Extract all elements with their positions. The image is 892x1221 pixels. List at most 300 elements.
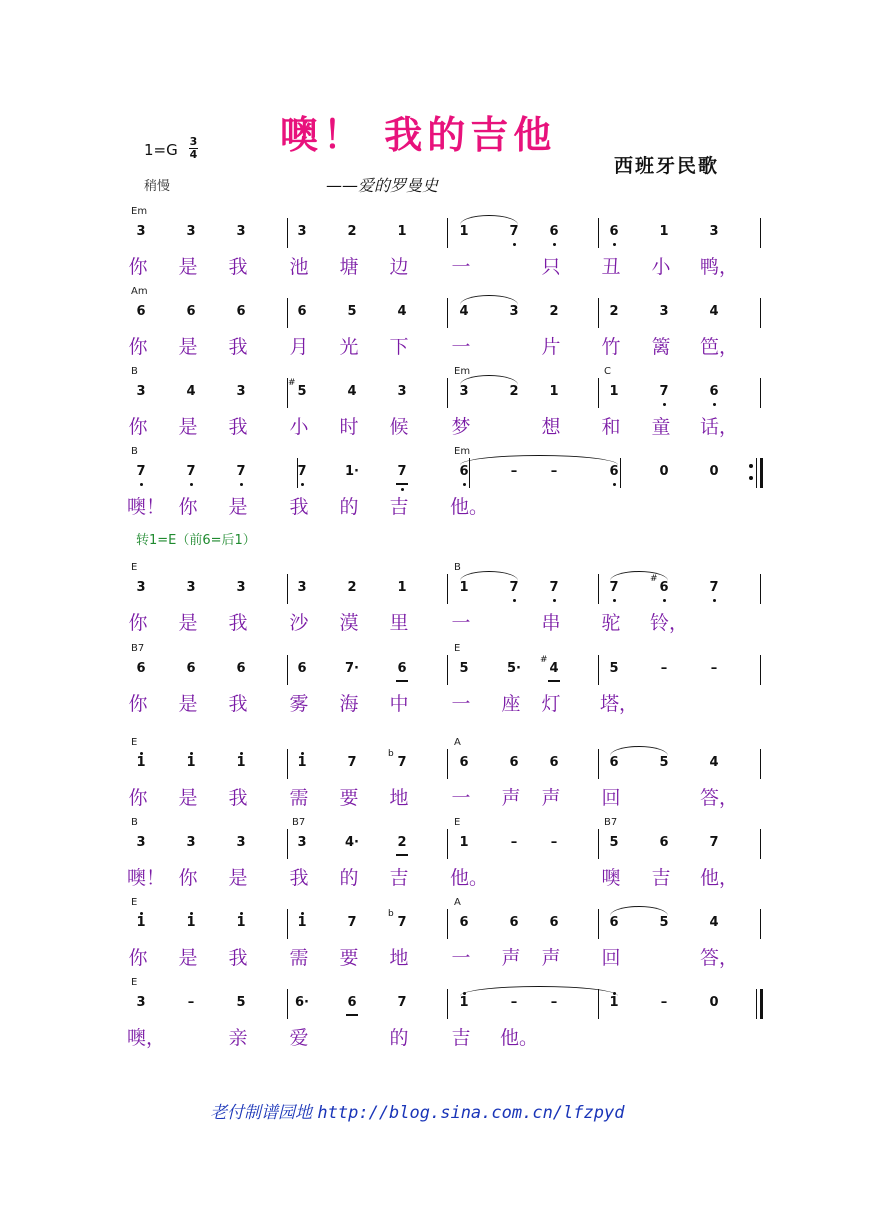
footer-author: 老付制谱园地 bbox=[210, 1103, 312, 1123]
note-digit: 6 bbox=[136, 304, 146, 319]
note-digit: 4 bbox=[549, 661, 559, 676]
note-digit: 6 bbox=[709, 384, 719, 399]
lyric-syllable: 地 bbox=[389, 947, 409, 969]
chord-symbol: B7 bbox=[292, 817, 306, 828]
note-digit: 6 bbox=[509, 755, 519, 770]
note-digit: 7 bbox=[397, 915, 407, 930]
meter-bottom: 4 bbox=[189, 148, 198, 161]
note bbox=[288, 378, 314, 399]
note-digit: 2 bbox=[609, 304, 619, 319]
note-digit: 1 bbox=[297, 915, 307, 930]
note bbox=[390, 995, 414, 1010]
bar-line bbox=[287, 574, 288, 604]
lyric-syllable: 回 bbox=[601, 947, 621, 969]
modulation-note: 转1=E（前6=后1） bbox=[136, 533, 256, 548]
bar-line bbox=[447, 378, 448, 408]
note bbox=[340, 580, 364, 595]
note-digit: 6 bbox=[609, 915, 619, 930]
lyric-syllable: 我 bbox=[228, 336, 248, 358]
end-bar-line bbox=[756, 989, 757, 1019]
note bbox=[702, 580, 726, 595]
note-digit: 3 bbox=[136, 384, 146, 399]
lyric-syllable: 我 bbox=[289, 496, 309, 518]
note-digit: 6 bbox=[549, 755, 559, 770]
note-digit: – bbox=[660, 661, 668, 676]
song-origin: 西班牙民歌 bbox=[614, 155, 720, 177]
end-bar-line bbox=[760, 218, 761, 248]
note bbox=[229, 464, 253, 479]
lyric-syllable: 座 bbox=[501, 693, 521, 715]
lyric-syllable: 海 bbox=[339, 693, 359, 715]
note-digit: 6 bbox=[347, 995, 357, 1010]
note bbox=[652, 835, 676, 850]
note-digit: 6 bbox=[297, 661, 307, 676]
note-digit: – bbox=[660, 995, 668, 1010]
sharp-sign: # bbox=[650, 574, 658, 584]
note-digit: 6 bbox=[659, 580, 669, 595]
score-line bbox=[0, 286, 892, 366]
bar-line bbox=[447, 829, 448, 859]
lyric-syllable: 月 bbox=[289, 336, 309, 358]
lyric-syllable: 我 bbox=[289, 867, 309, 889]
note bbox=[502, 995, 526, 1010]
chord-symbol: B bbox=[131, 446, 138, 457]
note-digit: 1 bbox=[609, 995, 619, 1010]
note bbox=[452, 580, 476, 595]
bar-line bbox=[447, 749, 448, 779]
note bbox=[129, 384, 153, 399]
lyric-syllable: 沙 bbox=[289, 612, 309, 634]
note bbox=[179, 224, 203, 239]
lyric-syllable: 是 bbox=[228, 496, 248, 518]
bar-line bbox=[598, 655, 599, 685]
note-digit: 0 bbox=[709, 464, 719, 479]
note-digit: 1 bbox=[236, 755, 246, 770]
flat-sign: b bbox=[388, 909, 394, 919]
note bbox=[179, 995, 203, 1010]
note-digit: 2 bbox=[549, 304, 559, 319]
lyric-syllable: 光 bbox=[339, 336, 359, 358]
note-digit: 6 bbox=[659, 835, 669, 850]
note-digit: 6 bbox=[236, 661, 246, 676]
note-digit: 7 bbox=[609, 580, 619, 595]
bar-line bbox=[447, 655, 448, 685]
lyric-syllable: 篱 bbox=[651, 336, 671, 358]
lyric-syllable: 一 bbox=[451, 787, 471, 809]
lyric-syllable: 声 bbox=[501, 947, 521, 969]
lyric-syllable: 你 bbox=[178, 867, 198, 889]
chord-symbol: C bbox=[604, 366, 611, 377]
note-digit: 7 bbox=[347, 755, 357, 770]
lyric-syllable: 和 bbox=[601, 416, 621, 438]
octave-down-dot bbox=[613, 483, 616, 486]
note bbox=[229, 384, 253, 399]
chord-symbol: E bbox=[454, 817, 461, 828]
note-digit: 2 bbox=[347, 580, 357, 595]
lyric-syllable: 我 bbox=[228, 256, 248, 278]
octave-down-dot bbox=[663, 599, 666, 602]
note-digit: – bbox=[510, 995, 518, 1010]
note bbox=[602, 224, 626, 239]
note bbox=[702, 755, 726, 770]
note-digit: – bbox=[510, 464, 518, 479]
note-digit: 4 bbox=[709, 304, 719, 319]
note-digit: 1 bbox=[459, 224, 469, 239]
note-digit: 7 bbox=[347, 915, 357, 930]
note bbox=[129, 995, 153, 1010]
lyric-syllable: 我 bbox=[228, 947, 248, 969]
lyric-syllable: 灯 bbox=[541, 693, 561, 715]
lyric-syllable: 吉 bbox=[389, 496, 409, 518]
note bbox=[179, 661, 203, 676]
note bbox=[702, 304, 726, 319]
lyric-syllable: 吉 bbox=[451, 1027, 471, 1049]
end-bar-line bbox=[760, 655, 761, 685]
note-digit: 1 bbox=[397, 580, 407, 595]
note-digit: 1 bbox=[297, 755, 307, 770]
sharp-sign: # bbox=[540, 655, 548, 665]
note bbox=[390, 661, 414, 676]
lyric-syllable: 竹 bbox=[601, 336, 621, 358]
note bbox=[129, 224, 153, 239]
key-signature: 1=G bbox=[144, 141, 178, 159]
lyric-syllable: 串 bbox=[541, 612, 561, 634]
octave-up-dot bbox=[190, 752, 193, 755]
note bbox=[542, 384, 566, 399]
note-digit: 1 bbox=[659, 224, 669, 239]
tie-arc bbox=[460, 986, 618, 996]
note bbox=[129, 835, 153, 850]
lyric-syllable: 他。 bbox=[450, 867, 489, 889]
bar-line bbox=[598, 829, 599, 859]
lyric-syllable: 你 bbox=[128, 947, 148, 969]
note bbox=[652, 755, 676, 770]
note bbox=[602, 661, 626, 676]
note-digit: 4· bbox=[345, 835, 359, 850]
note bbox=[229, 755, 253, 770]
bar-line bbox=[598, 298, 599, 328]
note bbox=[290, 224, 314, 239]
note bbox=[340, 224, 364, 239]
note bbox=[340, 995, 364, 1010]
tie-arc bbox=[610, 906, 668, 916]
note bbox=[652, 915, 676, 930]
note-digit: 1 bbox=[136, 755, 146, 770]
lyric-syllable: 是 bbox=[178, 256, 198, 278]
tie-arc bbox=[460, 455, 618, 465]
octave-up-dot bbox=[140, 752, 143, 755]
note-digit: 7 bbox=[397, 995, 407, 1010]
note-digit: 1 bbox=[549, 384, 559, 399]
note-digit: 7 bbox=[709, 835, 719, 850]
note bbox=[452, 464, 476, 479]
lyric-syllable: 的 bbox=[339, 867, 359, 889]
end-bar-line bbox=[760, 829, 761, 859]
note bbox=[702, 464, 726, 479]
note-digit: 5 bbox=[347, 304, 357, 319]
note bbox=[602, 304, 626, 319]
note bbox=[502, 464, 526, 479]
note bbox=[542, 835, 566, 850]
tie-arc bbox=[460, 215, 518, 225]
note-digit: 1 bbox=[459, 835, 469, 850]
note-digit: 1 bbox=[136, 915, 146, 930]
eighth-underline bbox=[396, 680, 408, 682]
note bbox=[702, 384, 726, 399]
lyric-syllable: 吉 bbox=[389, 867, 409, 889]
octave-down-dot bbox=[513, 243, 516, 246]
lyric-syllable: 塘 bbox=[339, 256, 359, 278]
lyric-syllable: 丑 bbox=[601, 256, 621, 278]
lyric-syllable: 声 bbox=[541, 787, 561, 809]
chord-symbol: Em bbox=[454, 366, 471, 377]
lyric-syllable: 池 bbox=[289, 256, 309, 278]
note bbox=[340, 661, 364, 676]
time-signature bbox=[189, 136, 198, 161]
bar-line bbox=[447, 574, 448, 604]
note bbox=[502, 304, 526, 319]
lyric-syllable: 他， bbox=[700, 867, 739, 889]
chord-symbol: E bbox=[131, 737, 138, 748]
note-digit: 6 bbox=[459, 755, 469, 770]
lyric-syllable: 的 bbox=[389, 1027, 409, 1049]
score-line bbox=[0, 206, 892, 286]
octave-down-dot bbox=[513, 599, 516, 602]
note-digit: 3 bbox=[459, 384, 469, 399]
note-digit: 3 bbox=[297, 580, 307, 595]
bar-line bbox=[287, 909, 288, 939]
note-digit: 3 bbox=[236, 580, 246, 595]
end-bar-line-thick bbox=[760, 458, 763, 488]
chord-symbol: A bbox=[454, 897, 461, 908]
note-digit: 6 bbox=[186, 661, 196, 676]
chord-symbol: B7 bbox=[604, 817, 618, 828]
lyric-syllable: 中 bbox=[389, 693, 409, 715]
chord-symbol: E bbox=[131, 897, 138, 908]
note-digit: 4 bbox=[709, 915, 719, 930]
lyric-syllable: 驼 bbox=[601, 612, 621, 634]
lyric-syllable: 笆， bbox=[700, 336, 739, 358]
note bbox=[502, 580, 526, 595]
note-digit: 6 bbox=[549, 915, 559, 930]
note-digit: 6 bbox=[609, 464, 619, 479]
note-digit: 3 bbox=[136, 580, 146, 595]
note-digit: 1· bbox=[345, 464, 359, 479]
note bbox=[650, 574, 676, 595]
lyric-syllable: 边 bbox=[389, 256, 409, 278]
meter-top: 3 bbox=[189, 135, 198, 148]
octave-up-dot bbox=[301, 912, 304, 915]
song-subtitle: ——爱的罗曼史 bbox=[326, 176, 439, 195]
lyric-syllable: 噢， bbox=[127, 1027, 166, 1049]
lyric-syllable: 小 bbox=[651, 256, 671, 278]
lyric-syllable: 是 bbox=[178, 612, 198, 634]
note-digit: 3 bbox=[136, 995, 146, 1010]
note bbox=[290, 661, 314, 676]
note bbox=[702, 915, 726, 930]
note-digit: 4 bbox=[347, 384, 357, 399]
note bbox=[129, 661, 153, 676]
note bbox=[602, 580, 626, 595]
note bbox=[452, 304, 476, 319]
note bbox=[542, 755, 566, 770]
note-digit: 2 bbox=[397, 835, 407, 850]
lyric-syllable: 铃， bbox=[650, 612, 689, 634]
bar-line bbox=[447, 298, 448, 328]
note bbox=[702, 224, 726, 239]
note-digit: 1 bbox=[459, 580, 469, 595]
note-digit: 6· bbox=[295, 995, 309, 1010]
eighth-underline bbox=[548, 680, 560, 682]
note bbox=[390, 384, 414, 399]
note-digit: 6 bbox=[609, 224, 619, 239]
note-digit: 3 bbox=[297, 224, 307, 239]
note-digit: 3 bbox=[509, 304, 519, 319]
chord-symbol: B bbox=[131, 817, 138, 828]
lyric-syllable: 只 bbox=[541, 256, 561, 278]
note bbox=[452, 661, 476, 676]
note-digit: – bbox=[550, 995, 558, 1010]
note-digit: 5 bbox=[609, 835, 619, 850]
eighth-underline bbox=[396, 483, 408, 485]
octave-up-dot bbox=[240, 912, 243, 915]
score-line bbox=[0, 977, 892, 1057]
lyric-syllable: 时 bbox=[339, 416, 359, 438]
lyric-syllable: 的 bbox=[339, 496, 359, 518]
note bbox=[179, 755, 203, 770]
note bbox=[129, 580, 153, 595]
note-digit: 6 bbox=[549, 224, 559, 239]
lyric-syllable: 里 bbox=[389, 612, 409, 634]
score-line bbox=[0, 897, 892, 977]
bar-line bbox=[447, 218, 448, 248]
note-digit: 0 bbox=[709, 995, 719, 1010]
note-digit: 3 bbox=[659, 304, 669, 319]
note-digit: 7· bbox=[345, 661, 359, 676]
note-digit: 0 bbox=[659, 464, 669, 479]
note bbox=[340, 755, 364, 770]
lyric-syllable: 一 bbox=[451, 336, 471, 358]
note bbox=[229, 835, 253, 850]
note bbox=[502, 384, 526, 399]
lyric-syllable: 候 bbox=[389, 416, 409, 438]
lyric-syllable: 是 bbox=[178, 947, 198, 969]
bar-line bbox=[598, 749, 599, 779]
lyric-syllable: 雾 bbox=[289, 693, 309, 715]
end-bar-line bbox=[760, 909, 761, 939]
octave-down-dot bbox=[613, 599, 616, 602]
note bbox=[129, 464, 153, 479]
note-digit: 5 bbox=[297, 384, 307, 399]
bar-line bbox=[287, 829, 288, 859]
eighth-underline bbox=[396, 854, 408, 856]
octave-down-dot bbox=[663, 403, 666, 406]
lyric-syllable: 你 bbox=[128, 416, 148, 438]
lyric-syllable: 你 bbox=[128, 612, 148, 634]
note bbox=[542, 580, 566, 595]
bar-line bbox=[598, 218, 599, 248]
lyric-syllable: 需 bbox=[289, 787, 309, 809]
note bbox=[388, 749, 414, 770]
octave-up-dot bbox=[190, 912, 193, 915]
lyric-syllable: 鸭， bbox=[700, 256, 739, 278]
note-digit: 3 bbox=[136, 835, 146, 850]
note-digit: 5· bbox=[507, 661, 521, 676]
lyric-syllable: 童 bbox=[651, 416, 671, 438]
note-digit: 7 bbox=[509, 224, 519, 239]
lyric-syllable: 要 bbox=[339, 787, 359, 809]
lyric-syllable: 回 bbox=[601, 787, 621, 809]
lyric-syllable: 答， bbox=[700, 787, 739, 809]
note bbox=[229, 661, 253, 676]
note-digit: 3 bbox=[236, 384, 246, 399]
note-digit: 6 bbox=[186, 304, 196, 319]
tie-arc bbox=[610, 571, 668, 581]
note bbox=[540, 655, 566, 676]
note bbox=[502, 835, 526, 850]
note bbox=[652, 661, 676, 676]
note bbox=[452, 995, 476, 1010]
note-digit: 5 bbox=[609, 661, 619, 676]
end-bar-line bbox=[756, 458, 757, 488]
lyric-syllable: 他。 bbox=[450, 496, 489, 518]
note-digit: 2 bbox=[509, 384, 519, 399]
lyric-syllable: 爱 bbox=[289, 1027, 309, 1049]
note-digit: 3 bbox=[709, 224, 719, 239]
chord-symbol: B bbox=[131, 366, 138, 377]
bar-line bbox=[447, 989, 448, 1019]
note bbox=[452, 224, 476, 239]
lyric-syllable: 你 bbox=[178, 496, 198, 518]
repeat-dot bbox=[749, 464, 753, 468]
note-digit: 4 bbox=[186, 384, 196, 399]
lyric-syllable: 是 bbox=[178, 787, 198, 809]
lyric-syllable: 要 bbox=[339, 947, 359, 969]
note bbox=[702, 995, 726, 1010]
end-bar-line-thick bbox=[760, 989, 763, 1019]
note bbox=[652, 464, 676, 479]
note-digit: 4 bbox=[459, 304, 469, 319]
note-digit: 1 bbox=[459, 995, 469, 1010]
bar-line bbox=[287, 655, 288, 685]
lyric-syllable: 噢！ bbox=[127, 496, 166, 518]
note bbox=[388, 909, 414, 930]
end-bar-line bbox=[760, 378, 761, 408]
note-digit: 7 bbox=[397, 755, 407, 770]
chord-symbol: E bbox=[454, 643, 461, 654]
bar-line bbox=[287, 218, 288, 248]
note bbox=[340, 464, 364, 479]
note bbox=[229, 915, 253, 930]
note bbox=[702, 661, 726, 676]
tie-arc bbox=[460, 571, 518, 581]
score-line bbox=[0, 562, 892, 642]
note-digit: 3 bbox=[186, 580, 196, 595]
lyric-syllable: 是 bbox=[178, 693, 198, 715]
tie-arc bbox=[460, 295, 518, 305]
note-digit: 6 bbox=[609, 755, 619, 770]
lyric-syllable: 你 bbox=[128, 693, 148, 715]
eighth-underline bbox=[346, 1014, 358, 1016]
lyric-syllable: 吉 bbox=[651, 867, 671, 889]
note-digit: 7 bbox=[136, 464, 146, 479]
note bbox=[652, 384, 676, 399]
lyric-syllable: 是 bbox=[228, 867, 248, 889]
note bbox=[502, 915, 526, 930]
note-digit: 6 bbox=[136, 661, 146, 676]
note bbox=[179, 835, 203, 850]
lyric-syllable: 我 bbox=[228, 693, 248, 715]
